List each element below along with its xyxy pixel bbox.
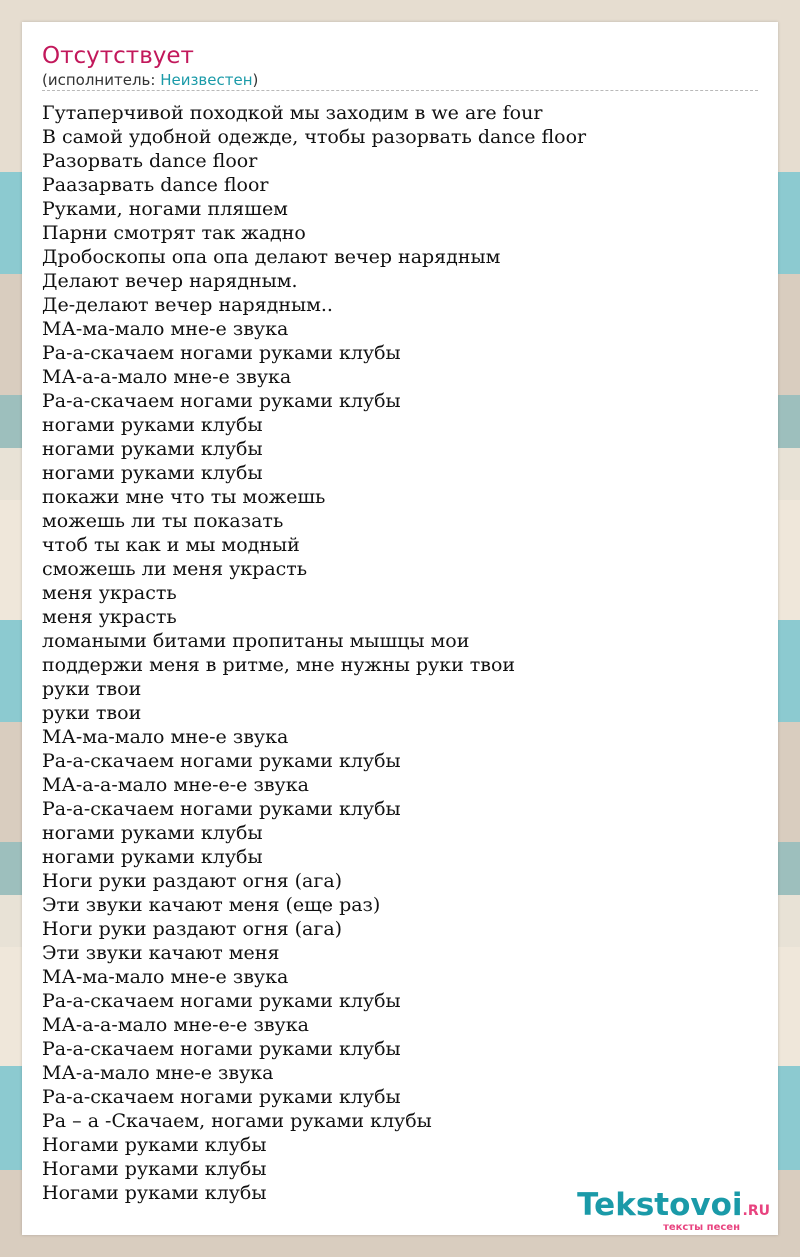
lyric-line: ногами руками клубы bbox=[42, 822, 263, 844]
lyric-line: Раазарвать dance floor bbox=[42, 174, 269, 196]
artist-suffix: ) bbox=[252, 71, 259, 89]
lyric-line: меня украсть bbox=[42, 606, 177, 628]
title-divider bbox=[42, 90, 758, 91]
lyric-line: МА-а-а-мало мне-е-е звука bbox=[42, 774, 309, 796]
lyric-line: Гутаперчивой походкой мы заходим в we are four bbox=[42, 102, 543, 124]
lyric-line: Ра-а-скачаем ногами руками клубы bbox=[42, 750, 401, 772]
lyrics-text bbox=[42, 101, 586, 1205]
artist-link[interactable]: Неизвестен bbox=[160, 71, 253, 89]
lyric-line: МА-а-а-мало мне-е звука bbox=[42, 366, 292, 388]
lyric-line: ногами руками клубы bbox=[42, 462, 263, 484]
lyric-line: Ногами руками клубы bbox=[42, 1134, 267, 1156]
lyric-line: МА-ма-мало мне-е звука bbox=[42, 318, 289, 340]
lyric-line: Ногами руками клубы bbox=[42, 1158, 267, 1180]
lyric-line: чтоб ты как и мы модный bbox=[42, 534, 300, 556]
lyric-line: Ноги руки раздают огня (ага) bbox=[42, 870, 343, 892]
lyric-line: поддержи меня в ритме, мне нужны руки твои bbox=[42, 654, 516, 676]
lyric-line: Руками, ногами пляшем bbox=[42, 198, 288, 220]
logo-name: Tekstovoi bbox=[577, 1187, 743, 1223]
lyric-line: Ра-а-скачаем ногами руками клубы bbox=[42, 1038, 401, 1060]
lyric-line: Ноги руки раздают огня (ага) bbox=[42, 918, 343, 940]
logo-tagline: тексты песен bbox=[663, 1222, 740, 1233]
lyric-line: МА-ма-мало мне-е звука bbox=[42, 726, 289, 748]
lyric-line: Ногами руками клубы bbox=[42, 1182, 267, 1204]
lyrics-card bbox=[22, 22, 778, 1235]
lyric-line: МА-ма-мало мне-е звука bbox=[42, 966, 289, 988]
lyric-line: Эти звуки качают меня (еще раз) bbox=[42, 894, 381, 916]
lyric-line: Ра-а-скачаем ногами руками клубы bbox=[42, 990, 401, 1012]
lyric-line: покажи мне что ты можешь bbox=[42, 486, 326, 508]
artist-line bbox=[42, 71, 258, 89]
lyric-line: меня украсть bbox=[42, 582, 177, 604]
lyric-line: ногами руками клубы bbox=[42, 438, 263, 460]
lyric-line: МА-а-а-мало мне-е-е звука bbox=[42, 1014, 309, 1036]
lyric-line: Парни смотрят так жадно bbox=[42, 222, 306, 244]
lyric-line: Разорвать dance floor bbox=[42, 150, 258, 172]
lyric-line: В самой удобной одежде, чтобы разорвать dance floor bbox=[42, 126, 587, 148]
site-logo[interactable] bbox=[577, 1188, 770, 1233]
lyric-line: руки твои bbox=[42, 702, 142, 724]
lyric-line: Ра – а -Скачаем, ногами руками клубы bbox=[42, 1110, 432, 1132]
lyric-line: руки твои bbox=[42, 678, 142, 700]
lyric-line: Ра-а-скачаем ногами руками клубы bbox=[42, 798, 401, 820]
lyric-line: Ра-а-скачаем ногами руками клубы bbox=[42, 342, 401, 364]
lyric-line: можешь ли ты показать bbox=[42, 510, 284, 532]
lyric-line: ломаными битами пропитаны мышцы мои bbox=[42, 630, 470, 652]
lyric-line: Ра-а-скачаем ногами руками клубы bbox=[42, 390, 401, 412]
lyric-line: Де-делают вечер нарядным.. bbox=[42, 294, 333, 316]
logo-tld: .RU bbox=[742, 1203, 770, 1219]
lyric-line: МА-а-мало мне-е звука bbox=[42, 1062, 274, 1084]
lyric-line: ногами руками клубы bbox=[42, 846, 263, 868]
artist-prefix: (исполнитель: bbox=[42, 71, 161, 89]
lyric-line: Делают вечер нарядным. bbox=[42, 270, 298, 292]
lyric-line: сможешь ли меня украсть bbox=[42, 558, 308, 580]
lyric-line: ногами руками клубы bbox=[42, 414, 263, 436]
lyric-line: Ра-а-скачаем ногами руками клубы bbox=[42, 1086, 401, 1108]
lyric-line: Дробоскопы опа опа делают вечер нарядным bbox=[42, 246, 501, 268]
lyric-line: Эти звуки качают меня bbox=[42, 942, 280, 964]
song-title: Отсутствует bbox=[42, 43, 194, 69]
